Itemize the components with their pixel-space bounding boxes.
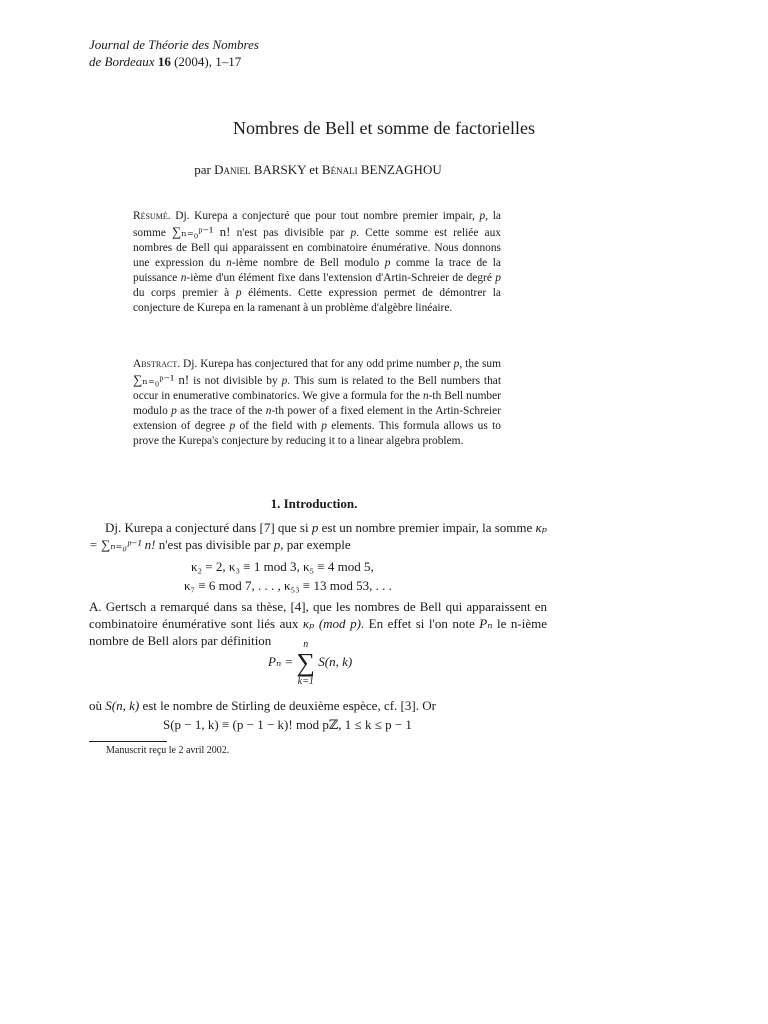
author-par: par: [194, 162, 211, 177]
author2-last: BENZAGHOU: [360, 162, 442, 177]
abstract-sum: ∑ₙ₌₀ᵖ⁻¹ n!: [133, 372, 190, 387]
resume-sum: ∑ₙ₌₀ᵖ⁻¹ n!: [172, 224, 231, 239]
equation-stirling-congruence: S(p − 1, k) ≡ (p − 1 − k)! mod pℤ, 1 ≤ k ≤ p − 1: [163, 717, 412, 732]
equation-line-1: κ₂ = 2, κ₃ ≡ 1 mod 3, κ₅ ≡ 4 mod 5,: [191, 559, 374, 574]
author1-last: BARSKY: [253, 162, 307, 177]
journal-place: de Bordeaux: [89, 54, 155, 69]
intro-paragraph-2: A. Gertsch a remarqué dans sa thèse, [4], que les nombres de Bell qui apparaissent en combinatoire énumérative sont liés aux κₚ (mod p). En effet si l'on note Pₙ le n-ième nombre de Bell alors par définition: [89, 599, 547, 648]
author-line: [0, 162, 636, 178]
paper-title: Nombres de Bell et somme de factorielles: [233, 118, 535, 138]
journal-name: Journal de Théorie des Nombres: [89, 37, 259, 52]
equation-lhs: Pₙ =: [268, 653, 294, 669]
equation-rhs: S(n, k): [318, 653, 353, 669]
footnote-rule: [89, 741, 167, 742]
equation-bell-definition: [268, 639, 353, 687]
bell-number-symbol: Pₙ: [479, 616, 493, 631]
author-et: et: [309, 162, 319, 177]
resume-label: Résumé.: [133, 210, 171, 222]
section-number: 1.: [270, 496, 281, 511]
journal-year-pages: (2004), 1–17: [174, 54, 242, 69]
sum-upper-limit: n: [303, 639, 309, 650]
abstract-paragraph: Abstract. Dj. Kurepa has conjectured that for any odd prime number p, the sum ∑ₙ₌₀ᵖ⁻¹ n! is not divisible by p. This sum is related to the Bell numbers that occur in enumerative combinatorics. We give a formula for the n-th Bell number modulo p as the trace of the n-th power of a fixed element in the Artin-Schreier extension of degree p of the field with p elements. This formula allows us to prove the Kurepa's conjecture by reducing it to a linear algebra problem.: [133, 358, 501, 447]
equation-kappa-examples: [184, 557, 392, 595]
stirling-symbol: S(n, k): [105, 698, 140, 713]
author1-first: Daniel: [214, 162, 251, 177]
equation-line-2: κ₇ ≡ 6 mod 7, . . . , κ₅₃ ≡ 13 mod 53, . . .: [184, 578, 392, 593]
footnote: Manuscrit reçu le 2 avril 2002.: [106, 745, 230, 756]
section-title: Introduction.: [283, 496, 358, 511]
intro-paragraph-3: où S(n, k) est le nombre de Stirling de deuxième espèce, cf. [3]. Or: [89, 698, 436, 713]
summation-symbol: n ∑ k=1: [296, 639, 316, 687]
author2-first: Bénali: [321, 162, 358, 177]
intro-paragraph-1: Dj. Kurepa a conjecturé dans [7] que si p est un nombre premier impair, la somme κₚ = ∑ₙ₌₀ᵖ⁻¹ n! n'est pas divisible par p, par exemple: [89, 520, 547, 552]
journal-citation: [89, 53, 259, 70]
section-heading: [0, 496, 628, 512]
journal-header: [89, 36, 259, 70]
journal-volume: 16: [157, 54, 171, 69]
abstract-label: Abstract.: [133, 358, 181, 370]
kappa-definition: κₚ = ∑ₙ₌₀ᵖ⁻¹ n!: [89, 520, 547, 552]
resume-paragraph: Résumé. Dj. Kurepa a conjecturé que pour tout nombre premier impair, p, la somme ∑ₙ₌₀ᵖ⁻¹ n! n'est pas divisible par p. Cette somme est reliée aux nombres de Bell qui apparaissent en combinatoire énumérative. Nous donnons une expression du n-ième nombre de Bell modulo p comme la trace de la puissance n-ième d'un élément fixe dans l'extension d'Artin-Schreier de degré p du corps premier à p éléments. Cette expression permet de démontrer la conjecture de Kurepa en la ramenant à un problème d'algèbre linéaire.: [133, 210, 501, 314]
kappa-mod-p: κₚ (mod p): [302, 616, 361, 631]
sum-lower-limit: k=1: [297, 676, 314, 687]
